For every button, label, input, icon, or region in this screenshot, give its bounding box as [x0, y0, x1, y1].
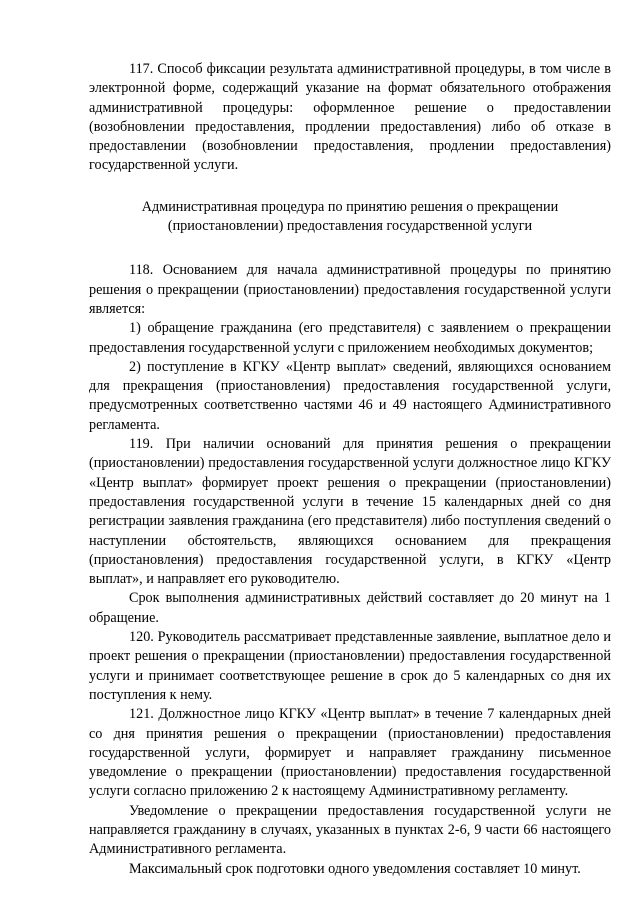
section-heading — [89, 198, 611, 237]
section-heading-line-1: Административная процедура по принятию решения о прекращении — [141, 198, 559, 215]
paragraph-119-term: Срок выполнения административных действий составляет до 20 минут на 1 обращение. — [89, 590, 611, 626]
paragraph-121: 121. Должностное лицо КГКУ «Центр выплат» в течение 7 календарных дней со дня принятия решения о прекращении (приостановлении) предоставления государственной услуги, формирует и направляет гражданину письменное уведомление о прекращении (приостановлении) предоставления государственной услуги согласно приложению 2 к настоящему Административному регламенту. — [89, 706, 611, 800]
section-heading-line-2: (приостановлении) предоставления государственной услуги — [167, 218, 533, 235]
paragraph-118-item-1: 1) обращение гражданина (его представителя) с заявлением о прекращении предоставления государственной услуги с приложением необходимых документов; — [89, 320, 611, 356]
paragraph-118: 118. Основанием для начала административной процедуры по принятию решения о прекращении (приостановлении) предоставления государственной услуги является: — [89, 262, 611, 317]
document-page — [89, 60, 611, 879]
paragraph-121-notice: Уведомление о прекращении предоставления государственной услуги не направляется гражданину в случаях, указанных в пунктах 2-6, 9 части 66 настоящего Административного регламента. — [89, 802, 611, 858]
paragraph-118-item-2: 2) поступление в КГКУ «Центр выплат» сведений, являющихся основанием для прекращения (приостановления) предоставления государственной услуги, предусмотренных соответственно частями 46 и 49 настоящего Административного регламента. — [89, 358, 611, 433]
paragraph-120: 120. Руководитель рассматривает представленные заявление, выплатное дело и проект решения о прекращении (приостановлении) предоставления государственной услуги и принимает соответствующее решение в срок до 5 календарных со дня их поступления к нему. — [89, 629, 611, 703]
paragraph-121-max-term: Максимальный срок подготовки одного уведомления составляет 10 минут. — [129, 860, 581, 877]
paragraph-117: 117. Способ фиксации результата административной процедуры, в том числе в электронной форме, содержащий указание на формат обязательного отображения административной процедуры: оформленное решение о предоставлении (возобновлении предоставления, продлении предоставления) либо об отказе в предоставлении (возобновлении предоставления, продлении предоставления) государственной услуги. — [89, 61, 611, 174]
paragraph-119: 119. При наличии оснований для принятия решения о прекращении (приостановлении) предоставления государственной услуги должностное лицо КГКУ «Центр выплат» формирует проект решения о прекращении (приостановлении) предоставления государственной услуги в течение 15 календарных дней со дня регистрации заявления гражданина (его представителя) либо поступления сведений о наступлении обстоятельств, являющихся основанием для прекращения (приостановления) предоставления государственной услуги, в КГКУ «Центр выплат», и направляет его руководителю. — [89, 436, 611, 588]
